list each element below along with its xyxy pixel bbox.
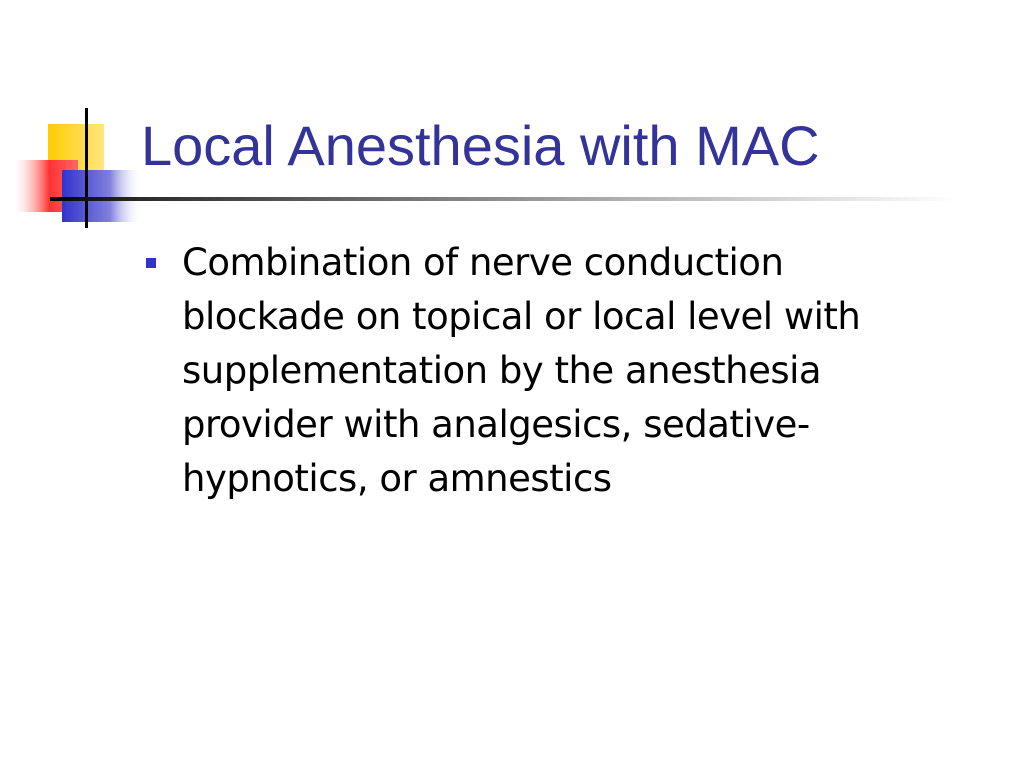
bullet-list <box>146 236 966 506</box>
deco-vertical-line <box>85 108 88 228</box>
deco-blue-square <box>62 170 142 222</box>
bullet-line: hypnotics, or amnestics <box>182 457 612 500</box>
slide-title: Local Anesthesia with MAC <box>141 114 820 177</box>
corner-decoration <box>0 0 150 240</box>
bullet-line: Combination of nerve conduction <box>182 241 784 284</box>
bullet-square-icon <box>146 258 156 268</box>
bullet-line: provider with analgesics, sedative- <box>182 403 810 446</box>
bullet-line: blockade on topical or local level with <box>182 295 861 338</box>
bullet-item <box>146 236 966 506</box>
title-underline <box>50 197 960 201</box>
bullet-line: supplementation by the anesthesia <box>182 349 822 392</box>
